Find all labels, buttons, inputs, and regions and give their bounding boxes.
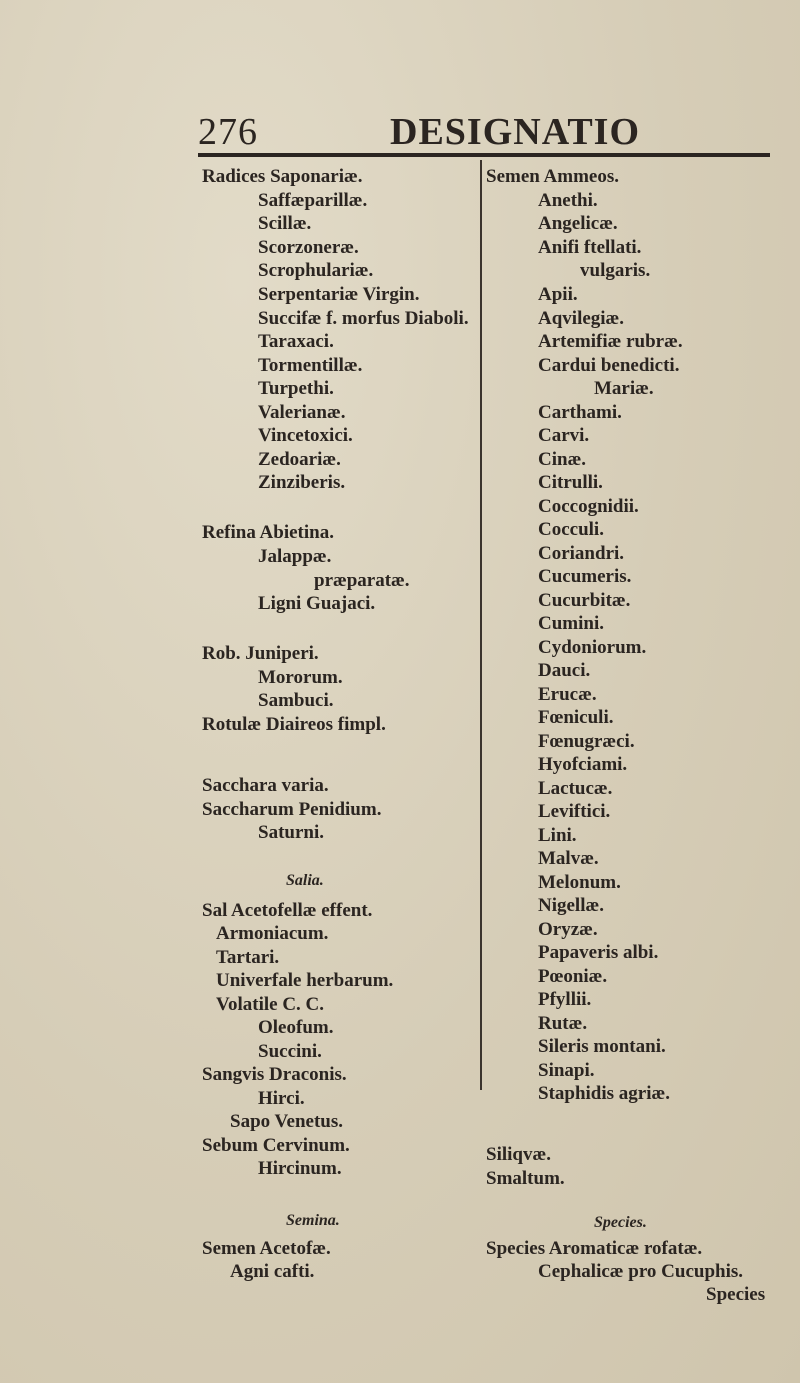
- list-item: Sebum Cervinum.: [202, 1135, 350, 1156]
- list-item: Malvæ.: [538, 848, 599, 869]
- list-item: Sileris montani.: [538, 1036, 666, 1057]
- list-item: Tartari.: [216, 947, 280, 968]
- list-item: Sangvis Draconis.: [202, 1064, 347, 1085]
- list-item: Zedoariæ.: [258, 449, 341, 470]
- list-item: Fœnugræci.: [538, 731, 635, 752]
- list-item: Coriandri.: [538, 543, 625, 564]
- list-item: Carvi.: [538, 425, 590, 446]
- list-item: Cinæ.: [538, 449, 587, 470]
- list-item: Species Aromaticæ rofatæ.: [486, 1238, 703, 1259]
- list-item: Artemifiæ rubræ.: [538, 331, 683, 352]
- list-item: Sambuci.: [258, 690, 334, 711]
- section-heading: Species.: [594, 1214, 647, 1231]
- list-item: Sal Acetofellæ effent.: [202, 900, 373, 921]
- list-item: Erucæ.: [538, 684, 597, 705]
- list-item: Rotulæ Diaireos fimpl.: [202, 714, 386, 735]
- list-item: Refina Abietina.: [202, 522, 334, 543]
- list-item: Saffæparillæ.: [258, 190, 368, 211]
- list-item: Nigellæ.: [538, 895, 604, 916]
- list-item: Mororum.: [258, 667, 343, 688]
- list-item: Cardui benedicti.: [538, 355, 680, 376]
- list-item: Melonum.: [538, 872, 621, 893]
- list-item: Citrulli.: [538, 472, 603, 493]
- list-item: Taraxaci.: [258, 331, 334, 352]
- list-item: Volatile C. C.: [216, 994, 325, 1015]
- catchword: Species: [706, 1284, 766, 1305]
- list-item: Serpentariæ Virgin.: [258, 284, 420, 305]
- list-item: Cucumeris.: [538, 566, 632, 587]
- list-item: Hircinum.: [258, 1158, 342, 1179]
- list-item: Carthami.: [538, 402, 622, 423]
- list-item: Jalappæ.: [258, 546, 332, 567]
- list-item: Agni cafti.: [230, 1261, 315, 1282]
- column-divider: [480, 160, 482, 1090]
- list-item: Sapo Venetus.: [230, 1111, 343, 1132]
- list-item: Armoniacum.: [216, 923, 329, 944]
- list-item: Turpethi.: [258, 378, 334, 399]
- list-item: Mariæ.: [594, 378, 654, 399]
- list-item: Saccharum Penidium.: [202, 799, 382, 820]
- list-item: Pœoniæ.: [538, 966, 608, 987]
- list-item: Saturni.: [258, 822, 324, 843]
- page-heading: DESIGNATIO: [390, 111, 641, 153]
- list-item: Coccognidii.: [538, 496, 639, 517]
- list-item: Scorzoneræ.: [258, 237, 359, 258]
- section-heading: Semina.: [286, 1212, 340, 1229]
- list-item: Scrophulariæ.: [258, 260, 374, 281]
- list-item: vulgaris.: [580, 260, 651, 281]
- list-item: Valerianæ.: [258, 402, 346, 423]
- list-item: præparatæ.: [314, 570, 410, 591]
- list-item: Apii.: [538, 284, 578, 305]
- list-item: Angelicæ.: [538, 213, 618, 234]
- list-item: Rutæ.: [538, 1013, 588, 1034]
- list-item: Hyofciami.: [538, 754, 628, 775]
- list-item: Succini.: [258, 1041, 322, 1062]
- list-item: Staphidis agriæ.: [538, 1083, 670, 1104]
- list-item: Sinapi.: [538, 1060, 595, 1081]
- section-heading: Salia.: [286, 872, 324, 889]
- list-item: Oleofum.: [258, 1017, 334, 1038]
- list-item: Lactucæ.: [538, 778, 613, 799]
- list-item: Anethi.: [538, 190, 598, 211]
- list-item: Semen Acetofæ.: [202, 1238, 331, 1259]
- list-item: Aqvilegiæ.: [538, 308, 625, 329]
- top-rule: [198, 153, 770, 157]
- list-item: Pfyllii.: [538, 989, 592, 1010]
- list-item: Semen Ammeos.: [486, 166, 619, 187]
- list-item: Tormentillæ.: [258, 355, 363, 376]
- list-item: Ligni Guajaci.: [258, 593, 376, 614]
- list-item: Radices Saponariæ.: [202, 166, 363, 187]
- list-item: Hirci.: [258, 1088, 305, 1109]
- list-item: Sacchara varia.: [202, 775, 329, 796]
- list-item: Cumini.: [538, 613, 604, 634]
- list-item: Cocculi.: [538, 519, 604, 540]
- list-item: Papaveris albi.: [538, 942, 659, 963]
- list-item: Succifæ f. morfus Diaboli.: [258, 308, 469, 329]
- list-item: Scillæ.: [258, 213, 312, 234]
- list-item: Lini.: [538, 825, 577, 846]
- list-item: Smaltum.: [486, 1168, 565, 1189]
- list-item: Fœniculi.: [538, 707, 614, 728]
- list-item: Dauci.: [538, 660, 591, 681]
- list-item: Cucurbitæ.: [538, 590, 631, 611]
- list-item: Cephalicæ pro Cucuphis.: [538, 1261, 744, 1282]
- list-item: Leviftici.: [538, 801, 611, 822]
- list-item: Rob. Juniperi.: [202, 643, 319, 664]
- list-item: Univerfale herbarum.: [216, 970, 394, 991]
- list-item: Siliqvæ.: [486, 1144, 551, 1165]
- list-item: Zinziberis.: [258, 472, 346, 493]
- list-item: Cydoniorum.: [538, 637, 647, 658]
- list-item: Vincetoxici.: [258, 425, 353, 446]
- page-number: 276: [198, 111, 258, 153]
- list-item: Oryzæ.: [538, 919, 598, 940]
- list-item: Anifi ftellati.: [538, 237, 642, 258]
